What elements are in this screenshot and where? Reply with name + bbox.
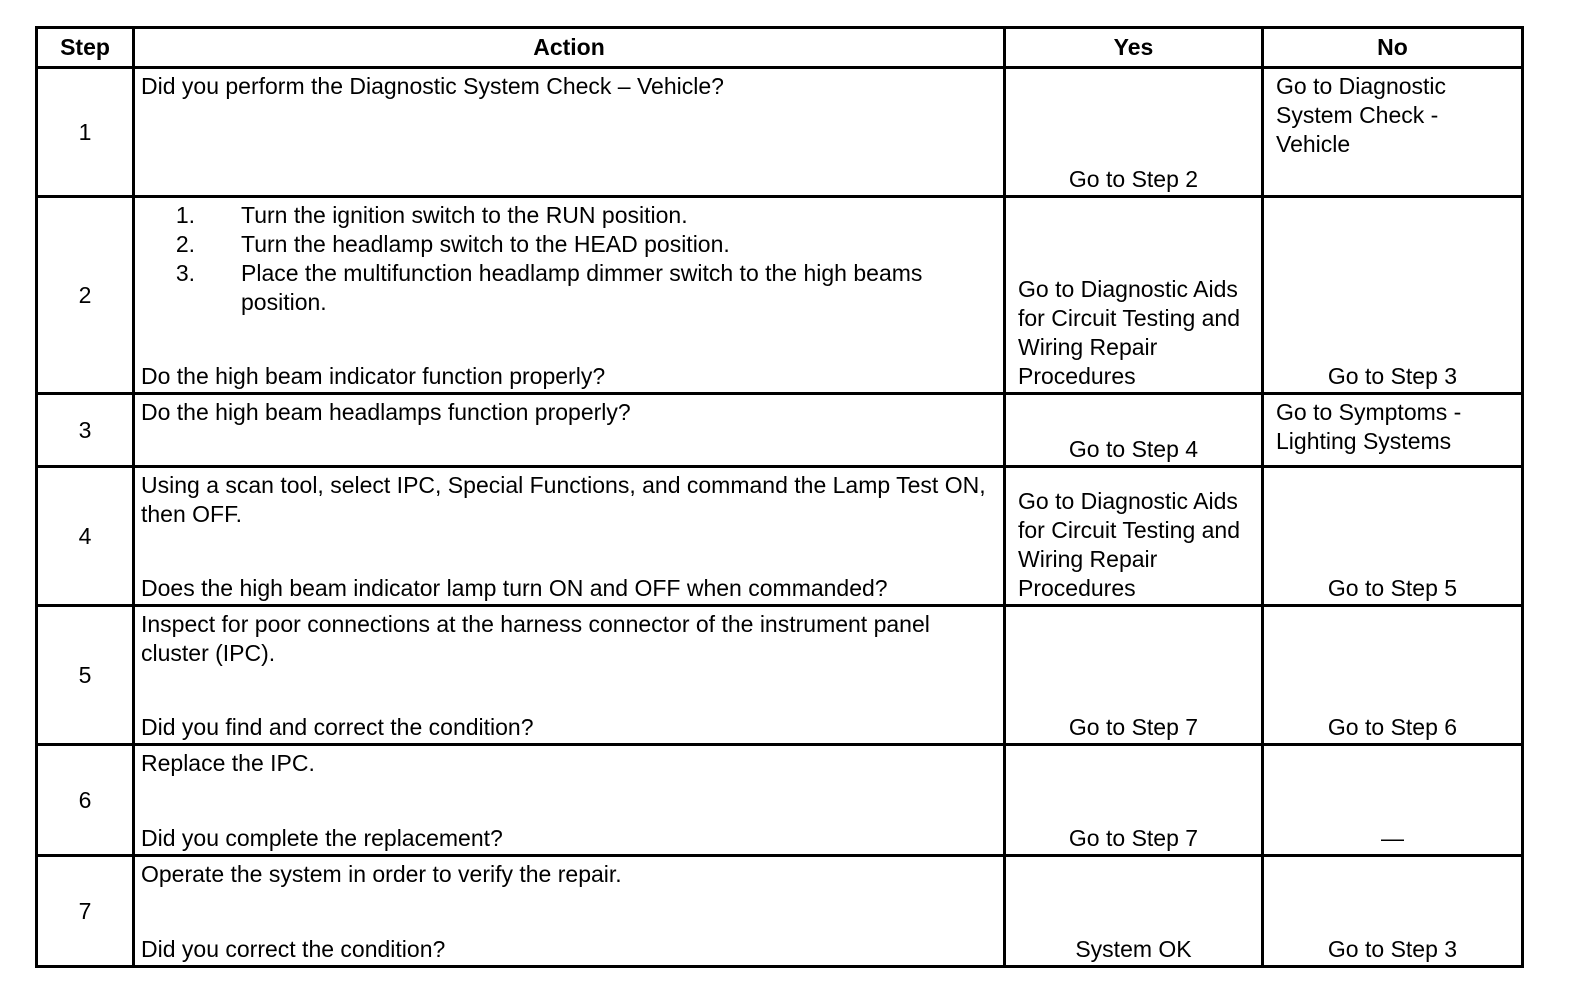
procedure-list <box>141 198 997 317</box>
no-cell <box>1263 745 1523 856</box>
list-text: Place the multifunction headlamp dimmer switch to the high beams position. <box>241 260 923 315</box>
step-number: 1 <box>37 68 134 197</box>
action-question: Did you find and correct the condition? <box>141 714 534 740</box>
step-number: 3 <box>37 394 134 467</box>
no-result: Go to Step 6 <box>1327 714 1458 740</box>
action-cell <box>134 197 1005 394</box>
yes-result: Go to Step 2 <box>1068 166 1199 192</box>
action-text: Inspect for poor connections at the harness connector of the instrument panel cluster (IPC). <box>141 611 930 666</box>
step-number: 7 <box>37 856 134 967</box>
step-number: 5 <box>37 606 134 745</box>
action-cell <box>134 856 1005 967</box>
table-row <box>37 68 1523 197</box>
yes-result: Go to Diagnostic Aids for Circuit Testing and Wiring Repair Procedures <box>1018 488 1241 601</box>
no-cell <box>1263 197 1523 394</box>
table-row <box>37 197 1523 394</box>
diagnostic-table <box>35 26 1524 968</box>
no-result: Go to Step 3 <box>1327 936 1458 962</box>
header-step: Step <box>37 28 134 68</box>
no-result: Go to Step 3 <box>1327 363 1458 389</box>
no-result: Go to Step 5 <box>1327 575 1458 601</box>
list-number: 3. <box>175 260 195 286</box>
action-text: Operate the system in order to verify the repair. <box>141 861 622 887</box>
step-number: 6 <box>37 745 134 856</box>
list-number: 2. <box>175 231 195 257</box>
header-yes: Yes <box>1005 28 1263 68</box>
header-no: No <box>1263 28 1523 68</box>
table-row <box>37 467 1523 606</box>
yes-result: Go to Step 4 <box>1068 436 1199 462</box>
step-number: 2 <box>37 197 134 394</box>
no-cell <box>1263 394 1523 467</box>
action-text: Do the high beam headlamps function properly? <box>141 399 631 425</box>
action-text: Replace the IPC. <box>141 750 315 776</box>
action-text: Using a scan tool, select IPC, Special Functions, and command the Lamp Test ON, then OFF. <box>141 472 986 527</box>
action-question: Did you correct the condition? <box>141 936 446 962</box>
table-row <box>37 745 1523 856</box>
yes-result: System OK <box>1075 936 1192 962</box>
yes-cell <box>1005 394 1263 467</box>
list-number: 1. <box>175 202 195 228</box>
list-item <box>141 201 997 230</box>
yes-result: Go to Diagnostic Aids for Circuit Testing and Wiring Repair Procedures <box>1018 276 1241 389</box>
yes-cell <box>1005 467 1263 606</box>
action-question: Do the high beam indicator function properly? <box>141 363 606 389</box>
list-item <box>141 259 997 317</box>
no-cell <box>1263 68 1523 197</box>
no-cell <box>1263 856 1523 967</box>
no-result: Go to Symptoms - Lighting Systems <box>1276 399 1462 454</box>
yes-result: Go to Step 7 <box>1068 825 1199 851</box>
yes-cell <box>1005 745 1263 856</box>
action-cell <box>134 606 1005 745</box>
action-question: Did you complete the replacement? <box>141 825 503 851</box>
yes-cell <box>1005 197 1263 394</box>
no-result: — <box>1381 825 1404 851</box>
action-cell <box>134 467 1005 606</box>
yes-cell <box>1005 856 1263 967</box>
no-cell <box>1263 467 1523 606</box>
step-number: 4 <box>37 467 134 606</box>
no-cell <box>1263 606 1523 745</box>
yes-cell <box>1005 68 1263 197</box>
list-text: Turn the ignition switch to the RUN position. <box>241 202 688 228</box>
list-item <box>141 230 997 259</box>
yes-result: Go to Step 7 <box>1068 714 1199 740</box>
table-row <box>37 606 1523 745</box>
action-cell <box>134 394 1005 467</box>
no-result: Go to Diagnostic System Check - Vehicle <box>1276 73 1447 157</box>
table-row <box>37 856 1523 967</box>
action-cell <box>134 68 1005 197</box>
action-question: Does the high beam indicator lamp turn ON and OFF when commanded? <box>141 575 888 601</box>
action-cell <box>134 745 1005 856</box>
header-action: Action <box>134 28 1005 68</box>
header-row <box>37 28 1523 68</box>
table-row <box>37 394 1523 467</box>
action-text: Did you perform the Diagnostic System Check – Vehicle? <box>141 73 724 99</box>
list-text: Turn the headlamp switch to the HEAD position. <box>241 231 730 257</box>
yes-cell <box>1005 606 1263 745</box>
